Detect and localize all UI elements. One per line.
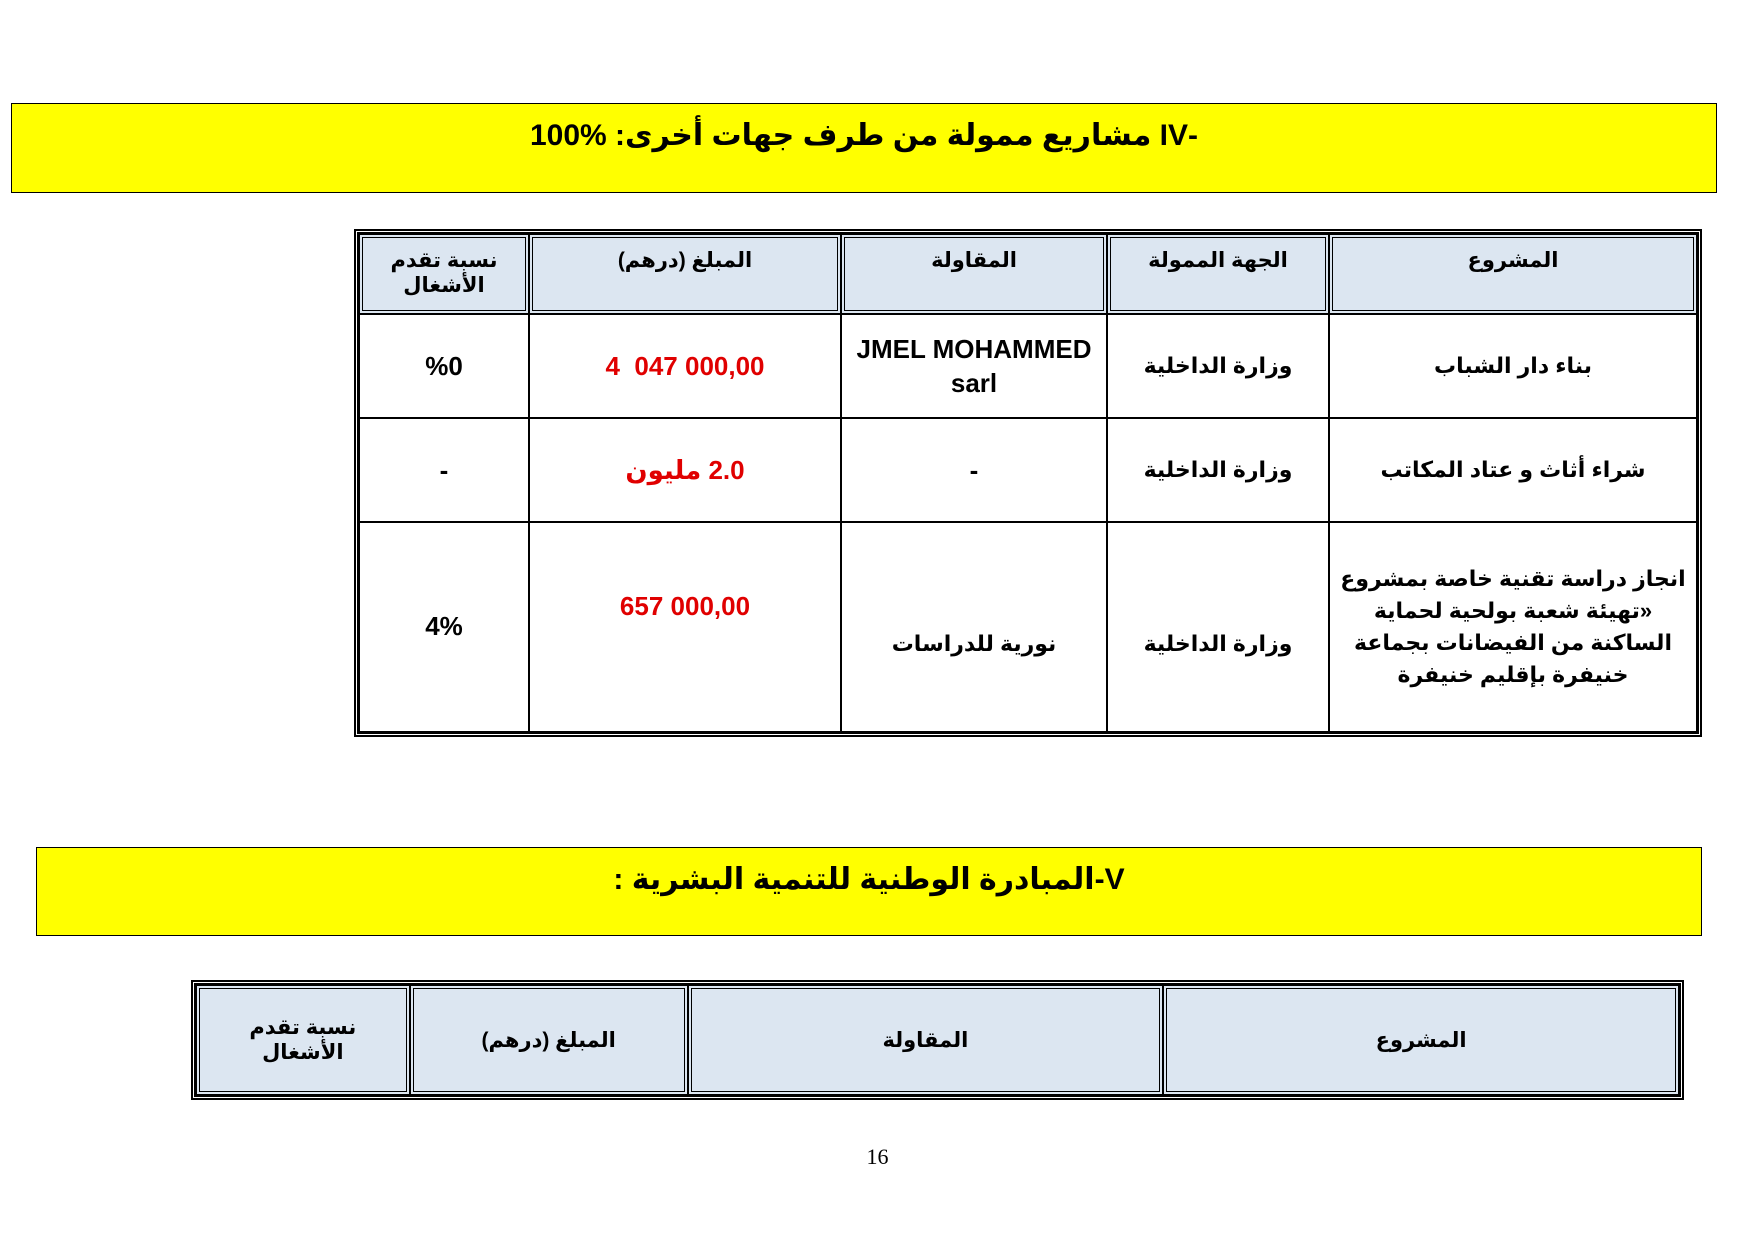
cell-amount: 4 047 000,00: [529, 314, 841, 418]
header-project: المشروع: [1163, 985, 1679, 1095]
table-row: [359, 418, 1697, 522]
section-iv-title: -IV مشاريع ممولة من طرف جهات أخرى: %100: [529, 119, 1199, 152]
header-progress: نسبة تقدم الأشغال: [196, 985, 410, 1095]
cell-amount: 2.0 مليون: [529, 418, 841, 522]
section-v-banner: [36, 847, 1702, 936]
cell-progress: -: [359, 418, 529, 522]
header-contractor: المقاولة: [688, 985, 1164, 1095]
cell-project: انجاز دراسة تقنية خاصة بمشروع «تهيئة شعبة بولحية لحماية الساكنة من الفيضانات بجماعة خنيفرة بإقليم خنيفرة: [1329, 522, 1697, 732]
section-v-title: V-المبادرة الوطنية للتنمية البشرية :: [613, 863, 1125, 896]
header-funder: الجهة الممولة: [1107, 234, 1329, 314]
cell-funder: وزارة الداخلية: [1107, 314, 1329, 418]
section-v-table: [191, 980, 1684, 1100]
section-iv-banner: [11, 103, 1717, 193]
header-amount: المبلغ (درهم): [410, 985, 688, 1095]
cell-funder: وزارة الداخلية: [1107, 418, 1329, 522]
cell-contractor: JMEL MOHAMMED sarl: [841, 314, 1107, 418]
table-row: [359, 522, 1697, 732]
cell-project: بناء دار الشباب: [1329, 314, 1697, 418]
cell-contractor: -: [841, 418, 1107, 522]
header-progress: نسبة تقدم الأشغال: [359, 234, 529, 314]
table-header-row: [196, 985, 1679, 1095]
cell-contractor: نورية للدراسات: [841, 522, 1107, 732]
cell-progress: %0: [359, 314, 529, 418]
section-iv-table: [354, 229, 1702, 737]
cell-funder: وزارة الداخلية: [1107, 522, 1329, 732]
header-amount: المبلغ (درهم): [529, 234, 841, 314]
header-contractor: المقاولة: [841, 234, 1107, 314]
table-header-row: [359, 234, 1697, 314]
cell-progress: 4%: [359, 522, 529, 732]
header-project: المشروع: [1329, 234, 1697, 314]
table-row: [359, 314, 1697, 418]
cell-amount: 657 000,00: [529, 522, 841, 732]
cell-project: شراء أثاث و عتاد المكاتب: [1329, 418, 1697, 522]
page-number: 16: [866, 1144, 889, 1169]
